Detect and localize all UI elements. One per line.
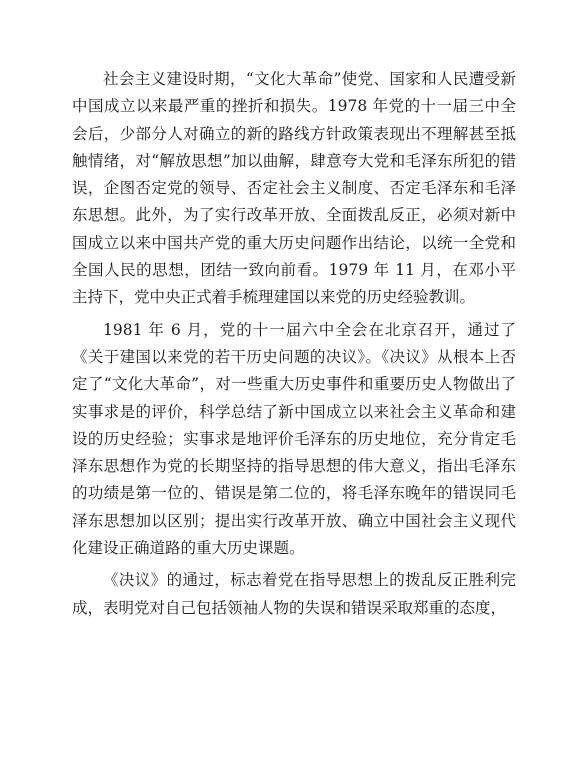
body-text [72,66,516,627]
paragraph-1: 社会主义建设时期，“文化大革命”使党、国家和人民遭受新中国成立以来最严重的挫折和损失。1978 年党的十一届三中全会后，少部分人对确立的新的路线方针政策表现出不理解甚至抵触情绪，对“解放思想”加以曲解，肆意夸大党和毛泽东所犯的错误，企图否定党的领导、否定社会主义制度、否定毛泽东和毛泽东思想。此外，为了实行改革开放、全面拨乱反正，必须对新中国成立以来中国共产党的重大历史问题作出结论，以统一全党和全国人民的思想，团结一致向前看。1979 年 11 月，在邓小平主持下，党中央正式着手梳理建国以来党的历史经验教训。 [72,70,516,307]
paragraph-3: 《决议》的通过，标志着党在指导思想上的拨乱反正胜利完成，表明党对自己包括领袖人物的失误和错误采取郑重的态度， [72,571,516,617]
paragraph-2: 1981 年 6 月，党的十一届六中全会在北京召开，通过了《关于建国以来党的若干历史问题的决议》。《决议》从根本上否定了“文化大革命”，对一些重大历史事件和重要历史人物做出了实事求是的评价，科学总结了新中国成立以来社会主义革命和建设的历史经验；实事求是地评价毛泽东的历史地位，充分肯定毛泽东思想作为党的长期坚持的指导思想的伟大意义，指出毛泽东的功绩是第一位的、错误是第二位的，将毛泽东晚年的错误同毛泽东思想加以区别；提出实行改革开放、确立中国社会主义现代化建设正确道路的重大历史课题。 [72,320,516,558]
